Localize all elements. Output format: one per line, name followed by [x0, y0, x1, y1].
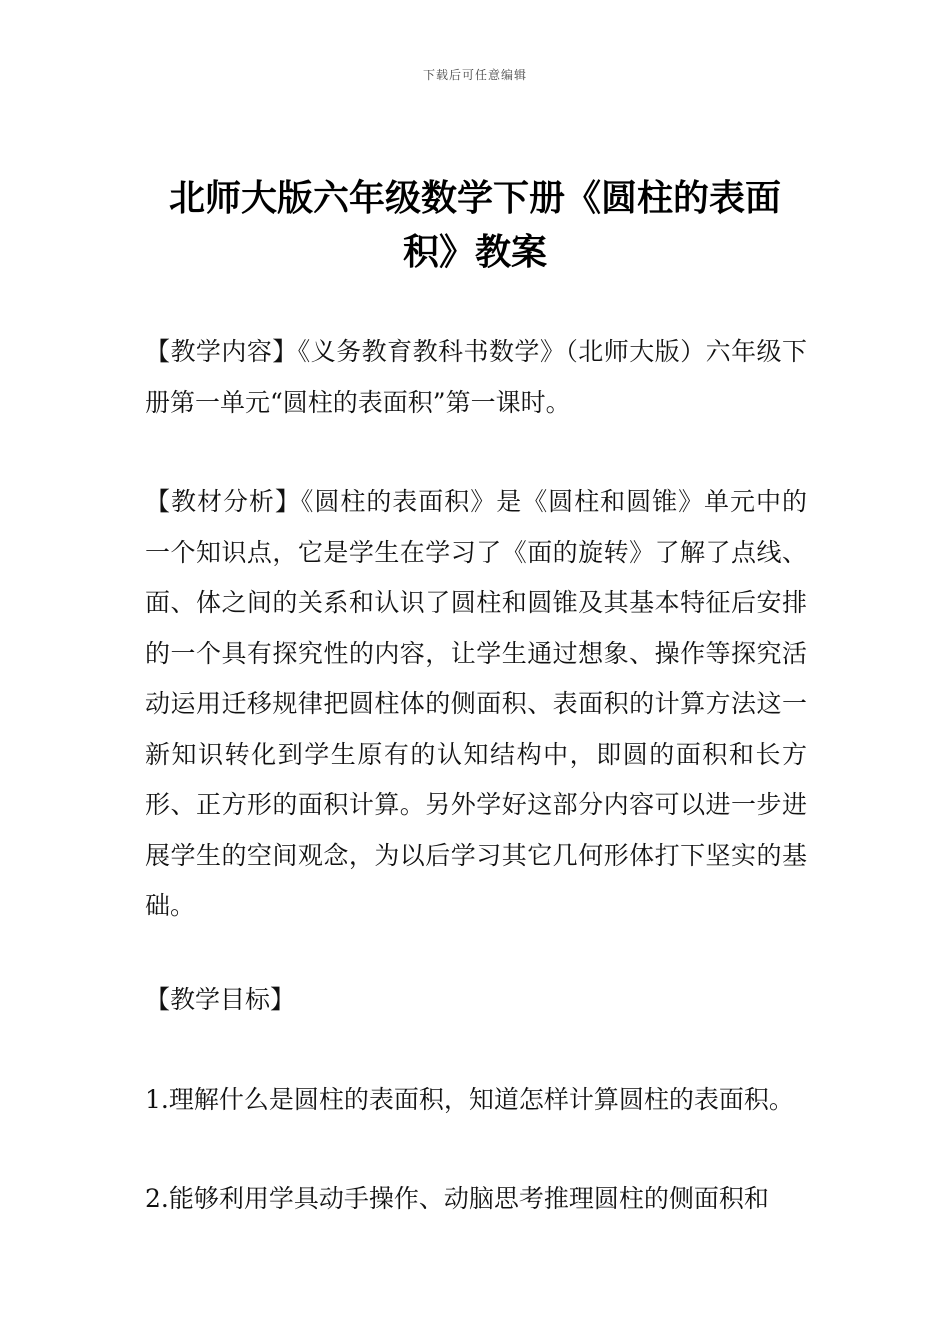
header-note: 下载后可任意编辑	[422, 68, 527, 82]
textbook-analysis-paragraph: 【教材分析】《圆柱的表面积》是《圆柱和圆锥》单元中的一个知识点，它是学生在学习了《面的旋转》了解了点线、面、体之间的关系和认识了圆柱和圆锥及其基本特征后安排的一个具有探究性的内容，让学生通过想象、操作等探究活动运用迁移规律把圆柱体的侧面积、表面积的计算方法这一新知识转化到学生原有的认知结构中，即圆的面积和长方形、正方形的面积计算。另外学好这部分内容可以进一步进展学生的空间观念，为以后学习其它几何形体打下坚实的基础。	[145, 487, 807, 920]
teaching-content-paragraph: 【教学内容】《义务教育教科书数学》（北师大版）六年级下册第一单元“圆柱的表面积”第一课时。	[145, 337, 807, 417]
teaching-goals-heading: 【教学目标】	[145, 985, 296, 1014]
document-title	[145, 172, 805, 280]
title-line-1: 北师大版六年级数学下册《圆柱的表面	[168, 178, 781, 219]
goal-item-1: 1.理解什么是圆柱的表面积，知道怎样计算圆柱的表面积。	[145, 1085, 794, 1114]
title-line-2: 积》教案	[402, 232, 547, 273]
goal-item-2: 2.能够利用学具动手操作、动脑思考推理圆柱的侧面积和	[145, 1184, 769, 1213]
